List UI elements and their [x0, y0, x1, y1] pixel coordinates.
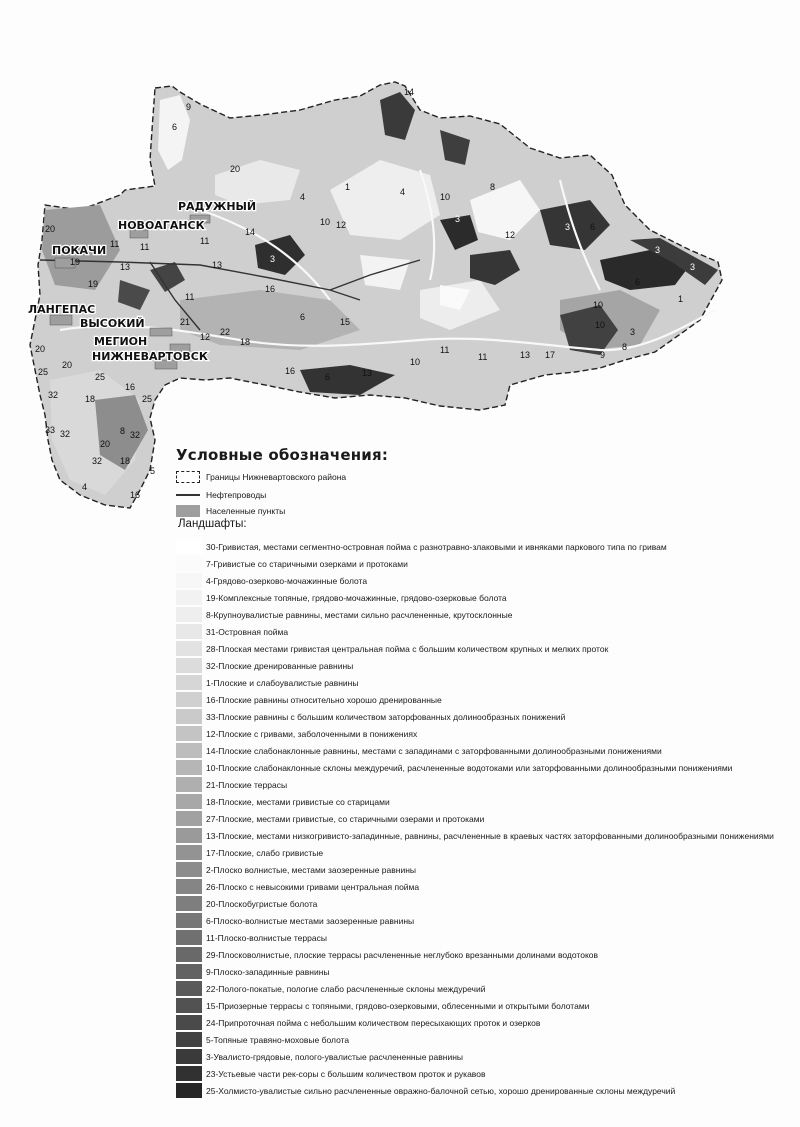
city-pokachi: ПОКАЧИ [52, 244, 107, 257]
svg-text:6: 6 [325, 372, 331, 382]
svg-text:10: 10 [320, 217, 331, 227]
landscape-swatch [176, 709, 202, 724]
landscape-swatch [176, 743, 202, 758]
landscape-swatch [176, 675, 202, 690]
landscape-swatch [176, 760, 202, 775]
landscape-legend-item [176, 623, 776, 640]
landscape-label: 26-Плоско с невысокими гривами центральная пойма [206, 881, 420, 892]
landscape-legend-item [176, 861, 776, 878]
svg-text:22: 22 [220, 327, 231, 337]
landscape-swatch [176, 896, 202, 911]
landscape-legend-item [176, 674, 776, 691]
landscape-swatch [176, 998, 202, 1013]
svg-text:6: 6 [172, 122, 178, 132]
city-raduzhny: РАДУЖНЫЙ [178, 200, 257, 213]
legend-pipeline [176, 488, 266, 502]
landscape-legend-item [176, 946, 776, 963]
landscape-swatch [176, 947, 202, 962]
svg-text:13: 13 [520, 350, 531, 360]
svg-text:20: 20 [230, 164, 241, 174]
svg-text:11: 11 [200, 236, 210, 246]
landscape-label: 32-Плоские дренированные равнины [206, 660, 354, 671]
landscape-label: 33-Плоские равнины с большим количеством заторфованных долинообразных понижений [206, 711, 566, 722]
landscape-legend-item [176, 1065, 776, 1082]
settlement-swatch [176, 505, 200, 517]
landscape-swatch [176, 624, 202, 639]
svg-text:13: 13 [212, 260, 223, 270]
landscape-legend-item [176, 827, 776, 844]
landscape-swatch [176, 964, 202, 979]
svg-text:6: 6 [300, 312, 306, 322]
landscape-legend-item [176, 742, 776, 759]
landscape-legend-item [176, 657, 776, 674]
landscape-label: 1-Плоские и слабоувалистые равнины [206, 677, 359, 688]
landscape-label: 24-Припроточная пойма с небольшим количеством пересыхающих проток и озерков [206, 1017, 541, 1028]
landscape-swatch [176, 862, 202, 877]
landscape-swatch [176, 811, 202, 826]
svg-text:20: 20 [35, 344, 46, 354]
svg-text:3: 3 [270, 254, 276, 264]
landscape-swatch [176, 777, 202, 792]
landscape-swatch [176, 1083, 202, 1098]
svg-text:1: 1 [678, 294, 684, 304]
svg-text:10: 10 [593, 300, 604, 310]
svg-text:32: 32 [92, 456, 103, 466]
landscape-legend-item [176, 1014, 776, 1031]
landscape-swatch [176, 539, 202, 554]
landscape-label: 21-Плоские террасы [206, 779, 288, 790]
landscape-legend-item [176, 929, 776, 946]
landscape-legend-item [176, 606, 776, 623]
svg-text:3: 3 [655, 245, 661, 255]
svg-text:18: 18 [85, 394, 96, 404]
landscape-label: 28-Плоская местами гривистая центральная пойма с большим количеством крупных и мелких проток [206, 643, 609, 654]
svg-text:16: 16 [265, 284, 276, 294]
svg-text:6: 6 [590, 222, 596, 232]
svg-text:20: 20 [62, 360, 73, 370]
landscape-legend-item [176, 708, 776, 725]
landscape-legend-item [176, 980, 776, 997]
landscape-legend-item [176, 589, 776, 606]
landscape-label: 10-Плоские слабонаклонные склоны междуречий, расчлененные водотоками или заторфованными долинообразными понижениями [206, 762, 733, 773]
landscape-legend-item [176, 963, 776, 980]
city-novoagansk: НОВОАГАНСК [118, 219, 205, 232]
landscape-swatch [176, 913, 202, 928]
landscape-legend-item [176, 810, 776, 827]
landscape-legend-item [176, 640, 776, 657]
svg-text:11: 11 [110, 239, 120, 249]
svg-text:4: 4 [300, 192, 306, 202]
landscape-label: 27-Плоские, местами гривистые, со старичными озерами и протоками [206, 813, 485, 824]
landscape-label: 17-Плоские, слабо гривистые [206, 847, 324, 858]
svg-text:18: 18 [240, 337, 251, 347]
landscape-label: 2-Плоско волнистые, местами заозеренные равнины [206, 864, 417, 875]
landscape-legend-list [176, 538, 776, 1099]
svg-text:19: 19 [70, 257, 81, 267]
landscape-label: 3-Увалисто-грядовые, пологo-увалистые расчлененные равнины [206, 1051, 464, 1062]
svg-text:11: 11 [440, 345, 450, 355]
svg-text:3: 3 [565, 222, 571, 232]
legend-title: Условные обозначения: [176, 446, 389, 464]
landscape-swatch [176, 794, 202, 809]
legend-settlement-label: Населенные пункты [206, 506, 286, 516]
landscape-label: 16-Плоские равнины относительно хорошо дренированные [206, 694, 442, 705]
svg-text:17: 17 [545, 350, 556, 360]
svg-text:10: 10 [410, 357, 421, 367]
landscape-legend-item [176, 759, 776, 776]
svg-text:16: 16 [130, 490, 141, 500]
svg-text:8: 8 [622, 342, 628, 352]
landscape-label: 15-Приозерные террасы с топяными, грядово-озерковыми, облесенными и открытыми болотами [206, 1000, 590, 1011]
landscape-swatch [176, 692, 202, 707]
svg-text:11: 11 [140, 242, 150, 252]
legend-boundary [176, 470, 346, 484]
landscape-swatch [176, 828, 202, 843]
svg-text:9: 9 [186, 102, 192, 112]
landscape-label: 6-Плоско-волнистые местами заозеренные равнины [206, 915, 415, 926]
pipeline-swatch [176, 494, 200, 496]
svg-text:8: 8 [490, 182, 496, 192]
svg-text:32: 32 [60, 429, 71, 439]
landscape-swatch [176, 845, 202, 860]
landscape-swatch [176, 726, 202, 741]
landscape-label: 9-Плоско-западинные равнины [206, 966, 330, 977]
svg-text:13: 13 [362, 368, 373, 378]
svg-text:25: 25 [142, 394, 153, 404]
city-nizhnevartovsk: НИЖНЕВАРТОВСК [92, 350, 208, 363]
svg-text:20: 20 [45, 224, 56, 234]
svg-text:10: 10 [440, 192, 451, 202]
landscape-legend-item [176, 997, 776, 1014]
landscape-swatch [176, 1032, 202, 1047]
landscape-label: 29-Плосковолнистые, плоские террасы расчлененные неглубоко врезанными долинами водотоков [206, 949, 599, 960]
legend-settlement [176, 504, 285, 518]
svg-text:13: 13 [120, 262, 131, 272]
svg-text:10: 10 [595, 320, 606, 330]
svg-text:14: 14 [404, 87, 415, 97]
landscape-swatch [176, 658, 202, 673]
svg-text:4: 4 [82, 482, 88, 492]
landscape-label: 4-Грядово-озерково-мочажинные болота [206, 575, 368, 586]
landscape-label: 8-Крупноувалистые равнины, местами сильно расчлененные, крутосклонные [206, 609, 513, 620]
svg-text:18: 18 [120, 456, 131, 466]
landscape-swatch [176, 981, 202, 996]
landscape-swatch [176, 879, 202, 894]
landscape-legend-item [176, 895, 776, 912]
landscape-legend-item [176, 776, 776, 793]
landscape-label: 20-Плоскобугристые болота [206, 898, 318, 909]
svg-text:12: 12 [505, 230, 516, 240]
landscape-legend-item [176, 793, 776, 810]
landscape-legend-item [176, 555, 776, 572]
landscape-legend-item [176, 1031, 776, 1048]
svg-text:19: 19 [88, 279, 99, 289]
landscape-label: 7-Гривистые со старичными озерками и протоками [206, 558, 408, 569]
landscape-legend-item [176, 725, 776, 742]
svg-text:3: 3 [690, 262, 696, 272]
svg-text:15: 15 [340, 317, 351, 327]
landscape-label: 19-Комплексные топяные, грядово-мочажинные, грядово-озерковые болота [206, 592, 507, 603]
svg-text:8: 8 [120, 426, 126, 436]
landscape-label: 22-Пологo-покатые, пологие слабо расчлененные склоны междуречий [206, 983, 486, 994]
boundary-swatch [176, 471, 200, 483]
svg-text:9: 9 [600, 350, 606, 360]
landscape-label: 25-Холмисто-увалистые сильно расчлененные овражно-балочной сетью, хорошо дренированные склоны междуречий [206, 1085, 676, 1096]
landscape-legend-item [176, 844, 776, 861]
landscape-swatch [176, 590, 202, 605]
landscape-legend-item [176, 1082, 776, 1099]
landscape-legend-item [176, 912, 776, 929]
landscape-label: 11-Плоско-волнистые террасы [206, 932, 327, 943]
svg-text:5: 5 [150, 466, 156, 476]
landscape-swatch [176, 1049, 202, 1064]
svg-text:20: 20 [100, 439, 111, 449]
landscape-label: 5-Топяные травяно-моховые болота [206, 1034, 350, 1045]
svg-text:12: 12 [200, 332, 211, 342]
svg-text:16: 16 [285, 366, 296, 376]
svg-text:25: 25 [95, 372, 106, 382]
landscape-swatch [176, 1066, 202, 1081]
landscape-swatch [176, 930, 202, 945]
svg-text:33: 33 [45, 425, 56, 435]
legend-pipeline-label: Нефтепроводы [206, 490, 267, 500]
svg-text:25: 25 [38, 367, 49, 377]
landscape-label: 14-Плоские слабонаклонные равнины, местами с западинами с заторфованными долинообразными понижениями [206, 745, 662, 756]
svg-text:4: 4 [400, 187, 406, 197]
landscape-label: 31-Островная пойма [206, 626, 289, 637]
landscape-label: 23-Устьевые части рек-соры с большим количеством проток и рукавов [206, 1068, 486, 1079]
landscape-label: 18-Плоские, местами гривистые со старицами [206, 796, 390, 807]
svg-text:32: 32 [130, 430, 141, 440]
landscape-legend-item [176, 538, 776, 555]
svg-text:6: 6 [635, 277, 641, 287]
landscape-legend-item [176, 572, 776, 589]
landscape-label: 30-Гривистая, местами сегментно-островная пойма с разнотравно-злаковыми и ивняками паркового типа по гривам [206, 541, 667, 552]
city-langepas: ЛАНГЕПАС [28, 303, 96, 316]
svg-text:1: 1 [345, 182, 351, 192]
svg-text:3: 3 [455, 214, 461, 224]
landscape-legend-item [176, 691, 776, 708]
svg-text:11: 11 [185, 292, 195, 302]
svg-text:11: 11 [478, 352, 488, 362]
landscape-swatch [176, 556, 202, 571]
landscape-label: 13-Плоские, местами низкогривисто-западинные, равнины, расчлененные в краевых частях заторфованными долинообразными понижениями [206, 830, 774, 841]
svg-text:32: 32 [48, 390, 59, 400]
svg-text:3: 3 [630, 327, 636, 337]
landscapes-heading: Ландшафты: [178, 518, 247, 530]
svg-text:12: 12 [336, 220, 347, 230]
city-vysokiy: ВЫСОКИЙ [80, 317, 145, 330]
landscape-legend-item [176, 1048, 776, 1065]
svg-text:16: 16 [125, 382, 136, 392]
legend-boundary-label: Границы Нижневартовского района [206, 472, 347, 482]
svg-text:14: 14 [245, 227, 256, 237]
landscape-swatch [176, 641, 202, 656]
landscape-label: 12-Плоские с гривами, заболоченными в понижениях [206, 728, 418, 739]
city-megion: МЕГИОН [94, 335, 148, 348]
landscape-legend-item [176, 878, 776, 895]
landscape-swatch [176, 607, 202, 622]
svg-text:21: 21 [180, 317, 191, 327]
landscape-swatch [176, 573, 202, 588]
landscape-swatch [176, 1015, 202, 1030]
